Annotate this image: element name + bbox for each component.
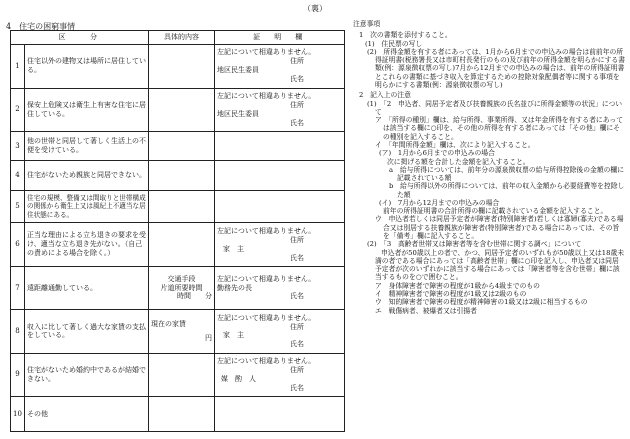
- row-content[interactable]: [149, 397, 215, 432]
- cert-name-label: 氏名: [290, 253, 304, 262]
- certification-cell[interactable]: [215, 161, 345, 190]
- cert-address-label: 住所: [290, 366, 304, 374]
- cert-address-label: 住所: [290, 235, 304, 244]
- table-row: [11, 397, 345, 432]
- cert-name-label: 氏名: [290, 340, 304, 349]
- table-row: [11, 310, 345, 353]
- commute-time-label: 片道所要時間: [160, 283, 203, 292]
- row-number: 1: [11, 45, 25, 88]
- note-line: ア 「所得の種別」欄は、給与所得、事業所得、又は年金所得を有する者にあっては該当する欄に○印を、その他の所得を有する者にあっては「その他」欄にその種別を記入すること。: [375, 116, 624, 141]
- note-line: (2) 「3 高齢者世帯又は障害者等を含む世帯に関する調べ」について: [367, 240, 582, 249]
- note-line: ウ 申込者若しくは同居予定者が障害者(特別障害者)若しくは寡婦(寡夫)である場合又は別居する扶養親族が障害者(特別障害者)である場合にあっては、その旨を「備考」欄に記入すること。: [375, 215, 624, 241]
- note-line: 前年の所得証明書の合計所得の欄に記載されている金額を記入すること。: [383, 207, 608, 216]
- cert-statement: 左記について相違ありません。: [217, 313, 316, 322]
- table-row: [11, 353, 345, 396]
- note-line: b 給与所得以外の所得については、前年の収入金額から必要経費等を控除した額: [389, 182, 625, 199]
- row-number: 3: [11, 132, 25, 161]
- certification-cell[interactable]: [215, 132, 345, 161]
- note-line: イ 精神障害者で障害の程度が1級又は2級のもの: [375, 290, 527, 298]
- cert-statement: 左記について相違ありません。: [217, 357, 316, 366]
- header-certification: 証 明 欄: [215, 31, 345, 45]
- row-text: 遠距離通勤している。: [25, 266, 149, 309]
- note-line: ア 身体障害者で障害の程度が1級から4級までのもの: [375, 281, 540, 290]
- note-line: イ 「年間所得金額」欄は、次により記入すること。: [375, 140, 535, 149]
- note-line: 2 記入上の注意: [359, 91, 411, 100]
- row-text: 住宅がないため婚約中であるが結婚できない。: [25, 353, 149, 396]
- header-content: 具体的内容: [149, 31, 215, 45]
- row-text: 住宅以外の建物又は場所に居住している。: [25, 45, 149, 88]
- row-content[interactable]: [149, 266, 215, 309]
- cert-statement: 左記について相違ありません。: [217, 226, 316, 235]
- housing-hardship-table: [10, 30, 345, 432]
- row-content[interactable]: [149, 190, 215, 223]
- table-row: [11, 132, 345, 161]
- row-number: 4: [11, 161, 25, 190]
- row-text: 収入に比して著しく過大な家賃の支払をしている。: [25, 310, 149, 353]
- cert-statement: 左記について相違ありません。: [217, 48, 316, 57]
- cert-role-label: 媒 酌 人: [221, 374, 256, 383]
- row-content[interactable]: [149, 132, 215, 161]
- row-text: その他: [25, 397, 149, 432]
- row-content[interactable]: [149, 45, 215, 88]
- row-content[interactable]: [149, 161, 215, 190]
- row-text: 保安上危険又は衛生上有害な住宅に居住している。: [25, 88, 149, 131]
- table-row: [11, 223, 345, 266]
- notes-panel: [353, 20, 625, 315]
- note-line: ウ 知的障害者で障害の程度が精神障害の1級又は2級に相当するもの: [375, 298, 588, 307]
- cert-role-label: 家 主: [223, 244, 244, 253]
- note-line: エ 戦傷病者、被爆者又は引揚者: [375, 306, 477, 315]
- cert-statement: 左記について相違ありません。: [217, 91, 316, 100]
- note-line: (1) 「2 申込者、同居予定者及び扶養親族の氏名並びに所得金額等の状況」について: [367, 99, 623, 116]
- cert-name-label: 氏名: [290, 118, 304, 127]
- page-marker: （裏）: [303, 4, 327, 13]
- note-line: (2) 所得金額を有する者にあっては、1月から6月までの申込みの場合は前前年の所得証明書(税務署長又は市町村長発行のもの)及び前年の所得金額を明らかにする書類(例：源泉徴収票の写し)7月から12月までの申込みの場合は、前年の所得証明書とこれらの書類に基づき収入を算定するための控除対象配偶者等に関する事項を明らかにする書類(例：源泉徴収票の写し): [367, 47, 625, 89]
- row-number: 5: [11, 190, 25, 223]
- row-number: 7: [11, 266, 25, 309]
- note-line: 次に掲げる額を合計した金額を記入すること。: [387, 157, 530, 166]
- note-line: (1) 住民票の写し: [365, 39, 423, 48]
- row-number: 6: [11, 223, 25, 266]
- certification-cell[interactable]: [215, 88, 345, 131]
- row-text: 住宅がないため親族と同居できない。: [25, 161, 149, 190]
- row-text: 正当な理由による立ち退きの要求を受け、適当な立ち退き先がない。（自己の責めによる場合を除く。）: [25, 223, 149, 266]
- cert-statement: 左記について相違ありません。: [217, 274, 316, 283]
- row-content[interactable]: [149, 310, 215, 353]
- table-row: [11, 45, 345, 88]
- table-row: [11, 88, 345, 131]
- row-text: 他の世帯と同居して著しく生活上の不便を受けている。: [25, 132, 149, 161]
- cert-address-label: 住所: [290, 57, 304, 66]
- certification-cell[interactable]: [215, 223, 345, 266]
- certification-cell[interactable]: [215, 310, 345, 353]
- table-row: [11, 190, 345, 223]
- row-number: 2: [11, 88, 25, 131]
- note-line: (イ) 7月から12月までの申込みの場合: [379, 198, 500, 207]
- table-row: [11, 266, 345, 309]
- row-text: 住宅の規模、整備又は間取りと世帯構成の関係から衛生上又は風紀上不適当な居住状態にある。: [25, 190, 149, 223]
- commute-time-units: 時間 分: [177, 292, 212, 301]
- row-content[interactable]: [149, 223, 215, 266]
- header-category: 区 分: [11, 31, 149, 45]
- notes-title: 注意事項: [353, 20, 381, 28]
- transport-label: 交通手段: [167, 274, 196, 283]
- row-number: 8: [11, 310, 25, 353]
- cert-name-label: 氏名: [290, 75, 304, 84]
- row-content[interactable]: [149, 88, 215, 131]
- cert-role-label: 地区民生委員: [217, 66, 259, 75]
- cert-address-label: 住所: [290, 100, 304, 109]
- note-line: (ア) 1月から6月までの申込みの場合: [379, 149, 495, 158]
- note-line: a 給与所得については、前年分の源泉徴収票の給与所得控除後の金額の欄に記載されている額: [389, 165, 625, 183]
- rent-unit: 円: [205, 333, 212, 342]
- row-number: 10: [11, 397, 25, 432]
- row-content[interactable]: [149, 353, 215, 396]
- certification-cell[interactable]: [215, 45, 345, 88]
- certification-cell[interactable]: [215, 266, 345, 309]
- cert-name-label: 氏名: [290, 292, 304, 301]
- cert-role-label: 家 主: [223, 331, 244, 340]
- certification-cell[interactable]: [215, 353, 345, 396]
- rent-label: 現在の家賃: [151, 320, 186, 329]
- section-title: 4 住宅の困窮事情: [6, 22, 76, 31]
- cert-name-label: 氏名: [290, 383, 304, 392]
- table-row: [11, 161, 345, 190]
- row-number: 9: [11, 353, 25, 396]
- certification-cell[interactable]: [215, 190, 345, 223]
- note-line: 1 次の書類を添付すること。: [359, 31, 452, 40]
- cert-address-label: 住所: [290, 322, 304, 331]
- cert-role-label: 地区民生委員: [217, 109, 259, 118]
- note-line: 申込者が50歳以上の者で、かつ、同居予定者のいずれもが50歳以上又は18歳未満の者である場合にあっては「高齢者世帯」欄に○印を記入し、申込者又は同居予定者が次のいずれかに該当する場合にあっては「障害者等を含む世帯」欄に該当するものを○で囲むこと。: [375, 248, 625, 282]
- cert-role-label: 勤務先の長: [217, 283, 252, 292]
- certification-cell[interactable]: [215, 397, 345, 432]
